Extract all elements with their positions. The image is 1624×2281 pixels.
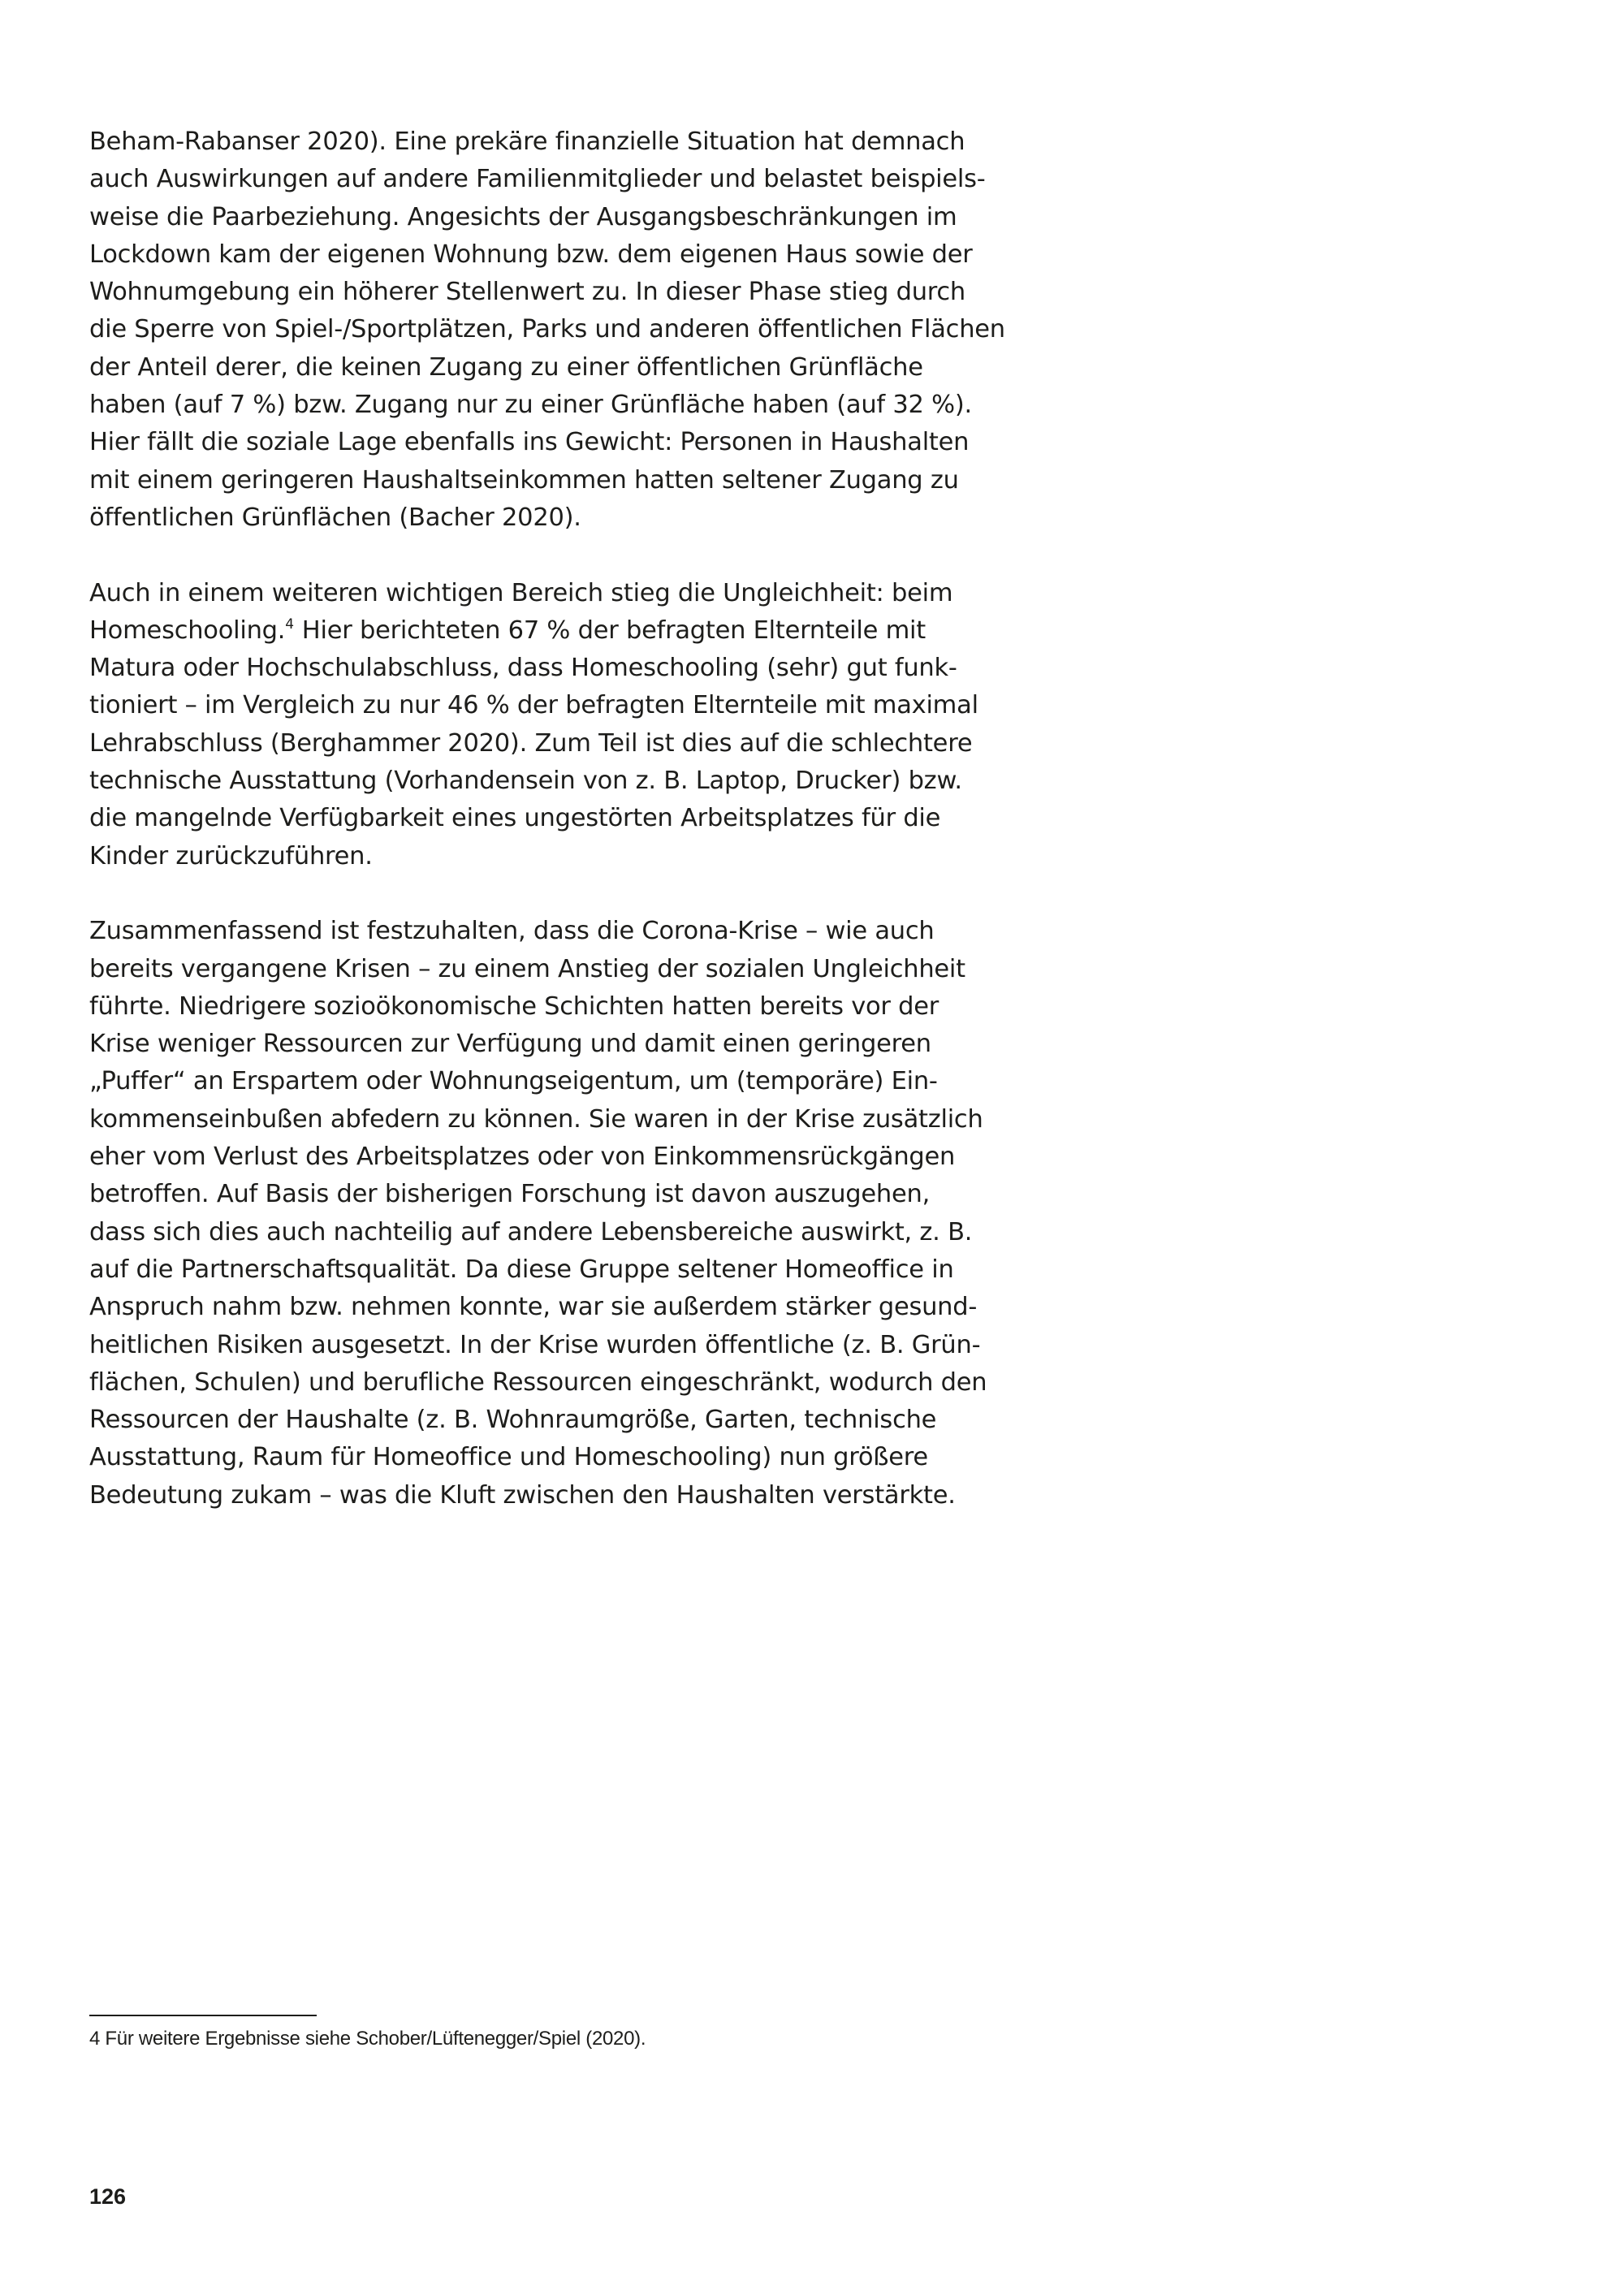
paragraph-2-rest xyxy=(89,650,1015,875)
body-text xyxy=(89,123,1015,1514)
paragraph-spacer xyxy=(89,537,1015,574)
footnote-separator xyxy=(89,2015,317,2016)
text-line: dass sich dies auch nachteilig auf andere Lebensbereiche auswirkt, z. B. xyxy=(89,1217,973,1246)
text-line: Zusammenfassend ist festzuhalten, dass die Corona-Krise – wie auch xyxy=(89,917,935,946)
text-line: tioniert – im Vergleich zu nur 46 % der befragten Elternteile mit maximal xyxy=(89,691,978,720)
text-line: Matura oder Hochschulabschluss, dass Homeschooling (sehr) gut funk- xyxy=(89,654,957,683)
paragraph-1 xyxy=(89,123,1015,537)
text-line: „Puffer“ an Erspartem oder Wohnungseigentum, um (temporäre) Ein- xyxy=(89,1067,938,1096)
text-line: öffentlichen Grünflächen (Bacher 2020). xyxy=(89,503,581,532)
text-line: Ressourcen der Haushalte (z. B. Wohnraumgröße, Garten, technische xyxy=(89,1406,937,1435)
homeschooling-continuation: Hier berichteten 67 % der befragten Elternteile mit xyxy=(301,616,926,645)
text-line: bereits vergangene Krisen – zu einem Anstieg der sozialen Ungleichheit xyxy=(89,954,965,983)
text-line: eher vom Verlust des Arbeitsplatzes oder von Einkommensrückgängen xyxy=(89,1143,956,1172)
paragraph-3 xyxy=(89,913,1015,1514)
text-line: Kinder zurückzuführen. xyxy=(89,841,373,870)
text-line: technische Ausstattung (Vorhandensein von z. B. Laptop, Drucker) bzw. xyxy=(89,767,962,796)
text-line: Auch in einem weiteren wichtigen Bereich stieg die Ungleichheit: beim xyxy=(89,578,953,607)
text-line: betroffen. Auf Basis der bisherigen Forschung ist davon auszugehen, xyxy=(89,1180,931,1209)
paragraph-spacer xyxy=(89,875,1015,913)
text-line: auch Auswirkungen auf andere Familienmitglieder und belastet beispiels- xyxy=(89,165,986,194)
text-line xyxy=(89,612,1015,650)
text-line: Beham-Rabanser 2020). Eine prekäre finanzielle Situation hat demnach xyxy=(89,127,965,156)
text-line: die mangelnde Verfügbarkeit eines ungestörten Arbeitsplatzes für die xyxy=(89,804,941,833)
text-line: kommenseinbußen abfedern zu können. Sie waren in der Krise zusätzlich xyxy=(89,1104,983,1134)
page-number: 126 xyxy=(89,2184,127,2209)
text-line: Wohnumgebung ein höherer Stellenwert zu. In dieser Phase stieg durch xyxy=(89,278,965,307)
text-line: flächen, Schulen) und berufliche Ressourcen eingeschränkt, wodurch den xyxy=(89,1367,987,1397)
text-line: Lehrabschluss (Berghammer 2020). Zum Teil ist dies auf die schlechtere xyxy=(89,728,973,758)
text-line: führte. Niedrigere sozioökonomische Schichten hatten bereits vor der xyxy=(89,991,939,1021)
paragraph-2 xyxy=(89,575,1015,875)
text-line: die Sperre von Spiel-/Sportplätzen, Parks und anderen öffentlichen Flächen xyxy=(89,315,1005,344)
text-line: mit einem geringeren Haushaltseinkommen hatten seltener Zugang zu xyxy=(89,465,959,495)
text-line: der Anteil derer, die keinen Zugang zu einer öffentlichen Grünfläche xyxy=(89,352,923,382)
text-line: Ausstattung, Raum für Homeoffice und Homeschooling) nun größere xyxy=(89,1443,928,1472)
homeschooling-text: Homeschooling. xyxy=(89,616,286,645)
text-line: haben (auf 7 %) bzw. Zugang nur zu einer Grünfläche haben (auf 32 %). xyxy=(89,391,972,420)
text-line: weise die Paarbeziehung. Angesichts der Ausgangsbeschränkungen im xyxy=(89,202,957,231)
text-line: heitlichen Risiken ausgesetzt. In der Krise wurden öffentliche (z. B. Grün- xyxy=(89,1330,981,1359)
text-line: Anspruch nahm bzw. nehmen konnte, war sie außerdem stärker gesund- xyxy=(89,1293,978,1322)
text-line: Krise weniger Ressourcen zur Verfügung und damit einen geringeren xyxy=(89,1030,931,1059)
footnote-reference[interactable]: 4 xyxy=(285,616,294,633)
text-line: auf die Partnerschaftsqualität. Da diese Gruppe seltener Homeoffice in xyxy=(89,1255,954,1284)
text-line: Hier fällt die soziale Lage ebenfalls ins Gewicht: Personen in Haushalten xyxy=(89,428,970,457)
footnote: 4 Für weitere Ergebnisse siehe Schober/Lüftenegger/Spiel (2020). xyxy=(89,2028,646,2050)
text-line: Lockdown kam der eigenen Wohnung bzw. dem eigenen Haus sowie der xyxy=(89,240,973,269)
text-line: Bedeutung zukam – was die Kluft zwischen den Haushalten verstärkte. xyxy=(89,1480,956,1510)
